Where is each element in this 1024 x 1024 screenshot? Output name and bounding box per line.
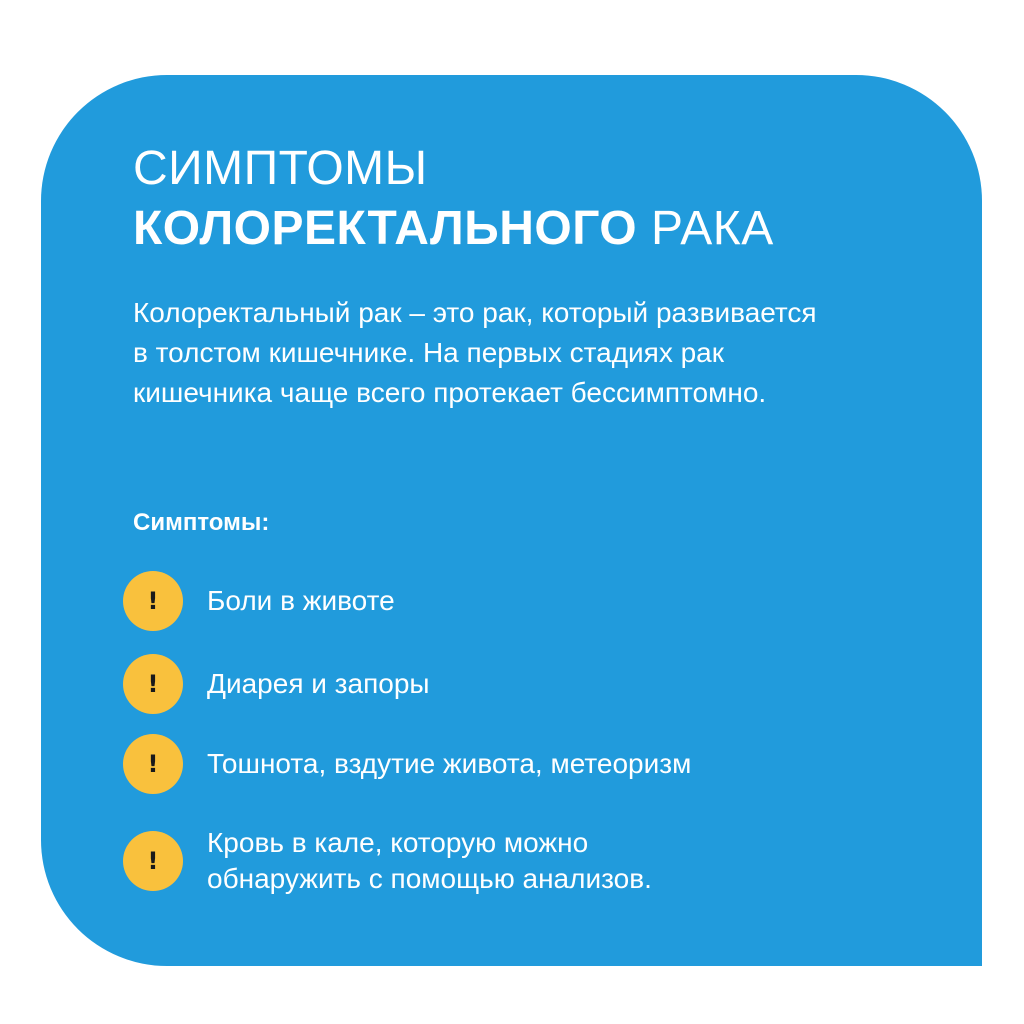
warning-icon: !: [123, 734, 183, 794]
symptom-text: [207, 825, 652, 897]
symptom-text-line: обнаружить с помощью анализов.: [207, 863, 652, 894]
symptom-text-line: Диарея и запоры: [207, 668, 430, 699]
warning-icon: !: [123, 571, 183, 631]
symptom-text-line: Кровь в кале, которую можно: [207, 827, 589, 858]
symptom-item: [123, 734, 691, 794]
symptom-text: [207, 666, 430, 702]
symptom-text: [207, 583, 395, 619]
title-line-1: СИМПТОМЫ: [133, 142, 428, 195]
symptom-item: [123, 825, 652, 897]
symptoms-heading: Симптомы:: [133, 509, 270, 536]
symptom-text-line: Тошнота, вздутие живота, метеоризм: [207, 748, 692, 779]
symptom-text-line: Боли в животе: [207, 585, 395, 616]
info-card: [41, 75, 982, 966]
title-regular-word: РАКА: [650, 202, 774, 255]
warning-icon: !: [123, 831, 183, 891]
symptom-item: [123, 571, 395, 631]
title-bold-word: КОЛОРЕКТАЛЬНОГО: [133, 202, 638, 255]
symptom-item: [123, 654, 430, 714]
symptom-text: [207, 746, 691, 782]
intro-paragraph: Колоректальный рак – это рак, который развивается в толстом кишечнике. На первых стадиях рак кишечника чаще всего протекает бессимптомно.: [133, 297, 817, 408]
warning-icon: !: [123, 654, 183, 714]
page-title: [133, 139, 774, 259]
